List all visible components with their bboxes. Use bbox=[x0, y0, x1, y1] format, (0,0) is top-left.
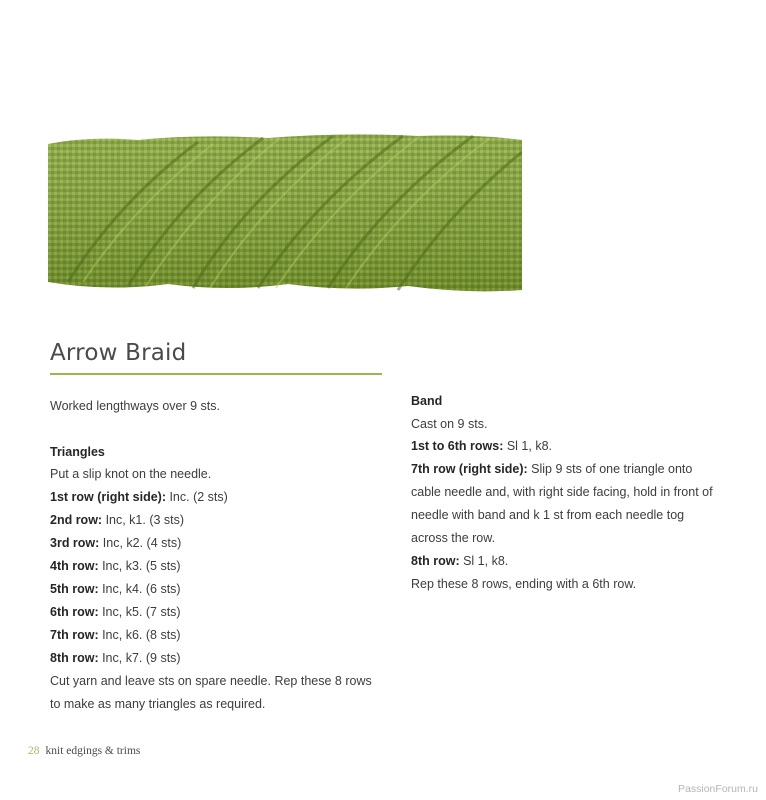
watermark: PassionForum.ru bbox=[678, 783, 758, 795]
page-footer bbox=[28, 745, 140, 757]
section-name: knit edgings & trims bbox=[45, 745, 141, 757]
band-line: Cast on 9 sts. bbox=[411, 417, 488, 431]
band-line: 8th row: Sl 1, k8. bbox=[411, 554, 509, 568]
triangles-line: 3rd row: Inc, k2. (4 sts) bbox=[50, 536, 182, 550]
band-line: needle with band and k 1 st from each needle tog bbox=[411, 508, 685, 522]
band-line: cable needle and, with right side facing, hold in front of bbox=[411, 485, 713, 499]
intro-text: Worked lengthways over 9 sts. bbox=[50, 399, 220, 413]
triangles-line: 2nd row: Inc, k1. (3 sts) bbox=[50, 513, 185, 527]
title-rule bbox=[50, 373, 382, 375]
triangles-line: to make as many triangles as required. bbox=[50, 697, 266, 711]
triangles-line: 4th row: Inc, k3. (5 sts) bbox=[50, 559, 181, 573]
band-line: 1st to 6th rows: Sl 1, k8. bbox=[411, 439, 553, 453]
triangles-line: 1st row (right side): Inc. (2 sts) bbox=[50, 490, 228, 504]
band-line: Rep these 8 rows, ending with a 6th row. bbox=[411, 577, 637, 591]
triangles-line: 5th row: Inc, k4. (6 sts) bbox=[50, 582, 181, 596]
band-line: 7th row (right side): Slip 9 sts of one triangle onto bbox=[411, 462, 693, 476]
pattern-title: Arrow Braid bbox=[50, 340, 187, 366]
triangles-heading: Triangles bbox=[50, 445, 105, 459]
knitted-braid-photo bbox=[48, 132, 522, 294]
page-number: 28 bbox=[28, 745, 40, 757]
triangles-line: Put a slip knot on the needle. bbox=[50, 467, 212, 481]
triangles-line: 8th row: Inc, k7. (9 sts) bbox=[50, 651, 181, 665]
triangles-line: 6th row: Inc, k5. (7 sts) bbox=[50, 605, 181, 619]
triangles-line: Cut yarn and leave sts on spare needle. Rep these 8 rows bbox=[50, 674, 372, 688]
band-line: across the row. bbox=[411, 531, 496, 545]
band-heading: Band bbox=[411, 394, 443, 408]
triangles-line: 7th row: Inc, k6. (8 sts) bbox=[50, 628, 181, 642]
